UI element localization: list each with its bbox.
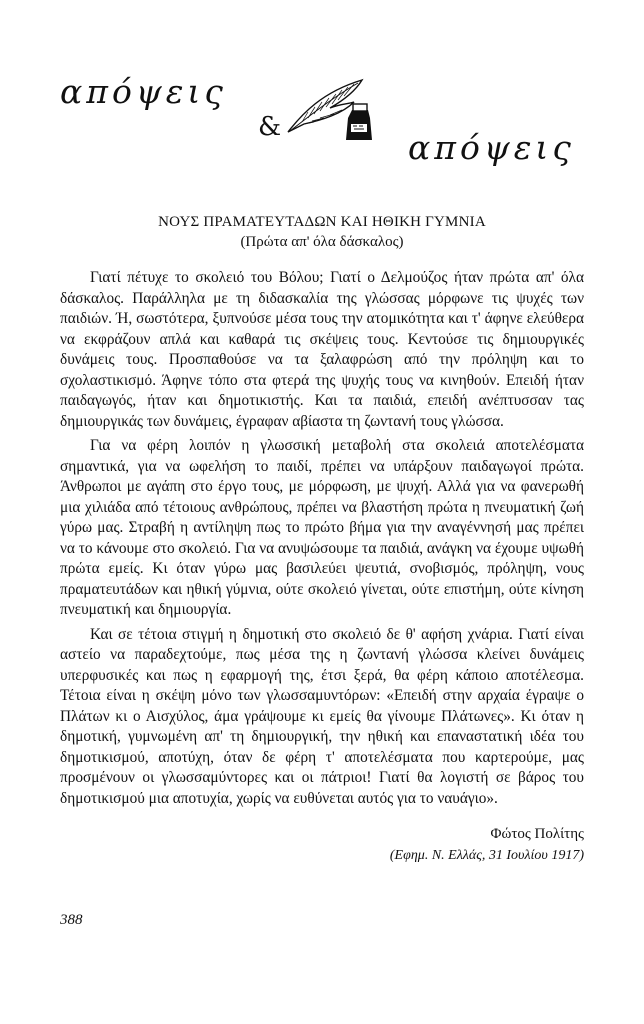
paragraph: Και σε τέτοια στιγμή η δημοτική στο σκολειό δε θ' αφήση χνάρια. Γιατί είναι αστείο να παραδεχτούμε, πως μέσα της η ζωντανή γλώσσα κλείνει δυνάμεις υπερφυσικές και πως η εφαρμογή της, έτσι ξερά, θα φέρη κάποιο αποτέλεσμα. Τέτοια είναι η σκέψη μόνο των γλωσσαμυντόρων: «Επειδή στην αρχαία έγραψε ο Πλάτων κι ο Αισχύλος, άμα γράψουμε κι εμείς θα γίνουμε Πλάτωνες». Κι όταν η δημοτική, γυμνωμένη απ' τη δημιουργική, την ηθική και επαναστατική ιδέα του δημοτικισμού, αποτύχη, όταν δε φέρη τ' αποτελέσματα που καρτερούμε, μας προσμένουν οι γλωσσαμύντορες και οι πάτριοι! Γιατί θα λογιστή σε βάρος του δημοτικισμού μια αποτυχία, χωρίς να ευθύνεται αυτός για το ναυάγιο». (60, 625, 584, 807)
quill-and-inkwell-icon (282, 74, 380, 142)
article-title: ΝΟΥΣ ΠΡΑΜΑΤΕΥΤΑΔΩΝ ΚΑΙ ΗΘΙΚΗ ΓΥΜΝΙΑ (158, 214, 486, 230)
paragraph: Γιατί πέτυχε το σκολειό του Βόλου; Γιατί ο Δελμούζος ήταν πρώτα απ' όλα δάσκαλος. Παράλληλα με τη διδασκαλία της γλώσσας μόρφωνε τις ψυχές των παιδιών. Ή, σωστότερα, ξυπνούσε μέσα τους την ατομικότητα και τ' άφηνε ελεύθερα να εκφράζουν απλά και καθαρά τις σκέψεις τους. Κεντούσε τις δημιουργικές δυνάμεις τους. Προσπαθούσε να τα ξαλαφρώση από την πρόληψη και το σχολαστικισμό. Άφηνε τόπο στα φτερά της ψυχής τους να κινηθούν. Επειδή ήταν παιδαγωγός, ήταν και δημοτικιστής. Και τα παιδιά, επειδή ανέπτυσσαν τας δημιουργικάς των δυνάμεις, έγραφαν αβίαστα τη ζωντανή τους γλώσσα. (60, 269, 584, 430)
page-number: 388 (60, 912, 83, 928)
article-body (60, 268, 584, 809)
source-citation: (Εφημ. Ν. Ελλάς, 31 Ιουλίου 1917) (389, 848, 584, 863)
header-word-left: απόψεις (60, 72, 227, 111)
ampersand: & (258, 112, 282, 142)
paragraph: Για να φέρη λοιπόν η γλωσσική μεταβολή στα σκολειά αποτελέσματα σημαντικά, για να ωφελήση το παιδί, πρέπει να υπάρξουν παιδαγωγοί πρώτα. Άνθρωποι με αγάπη στο έργο τους, με μόρφωση, με ψυχή. Αλλά για να φανερωθή μια χιλιάδα από τέτοιους ανθρώπους, πρέπει να βλαστήση πρώτα η πνευματική ζωή γύρω μας. Στραβή η αντίληψη πως το πρώτο βήμα για την αναγέννησή μας πρέπει να το κάνουμε στο σκολειό. Για να ανυψώσουμε τα παιδιά, ανάγκη να έχουμε υψωθή πρώτα εμείς. Κι όταν γύρω μας βασιλεύει ψευτιά, σνοβισμός, πρόληψη, νους πραματευτάδων και ηθική γύμνια, ούτε σκολειό γίνεται, ούτε επιστήμη, ούτε κίνηση πνευματική και δημιουργία. (60, 437, 584, 618)
author-signature: Φώτος Πολίτης (490, 826, 584, 842)
header-word-right: απόψεις (408, 128, 575, 167)
article-subtitle: (Πρώτα απ' όλα δάσκαλος) (240, 234, 404, 250)
